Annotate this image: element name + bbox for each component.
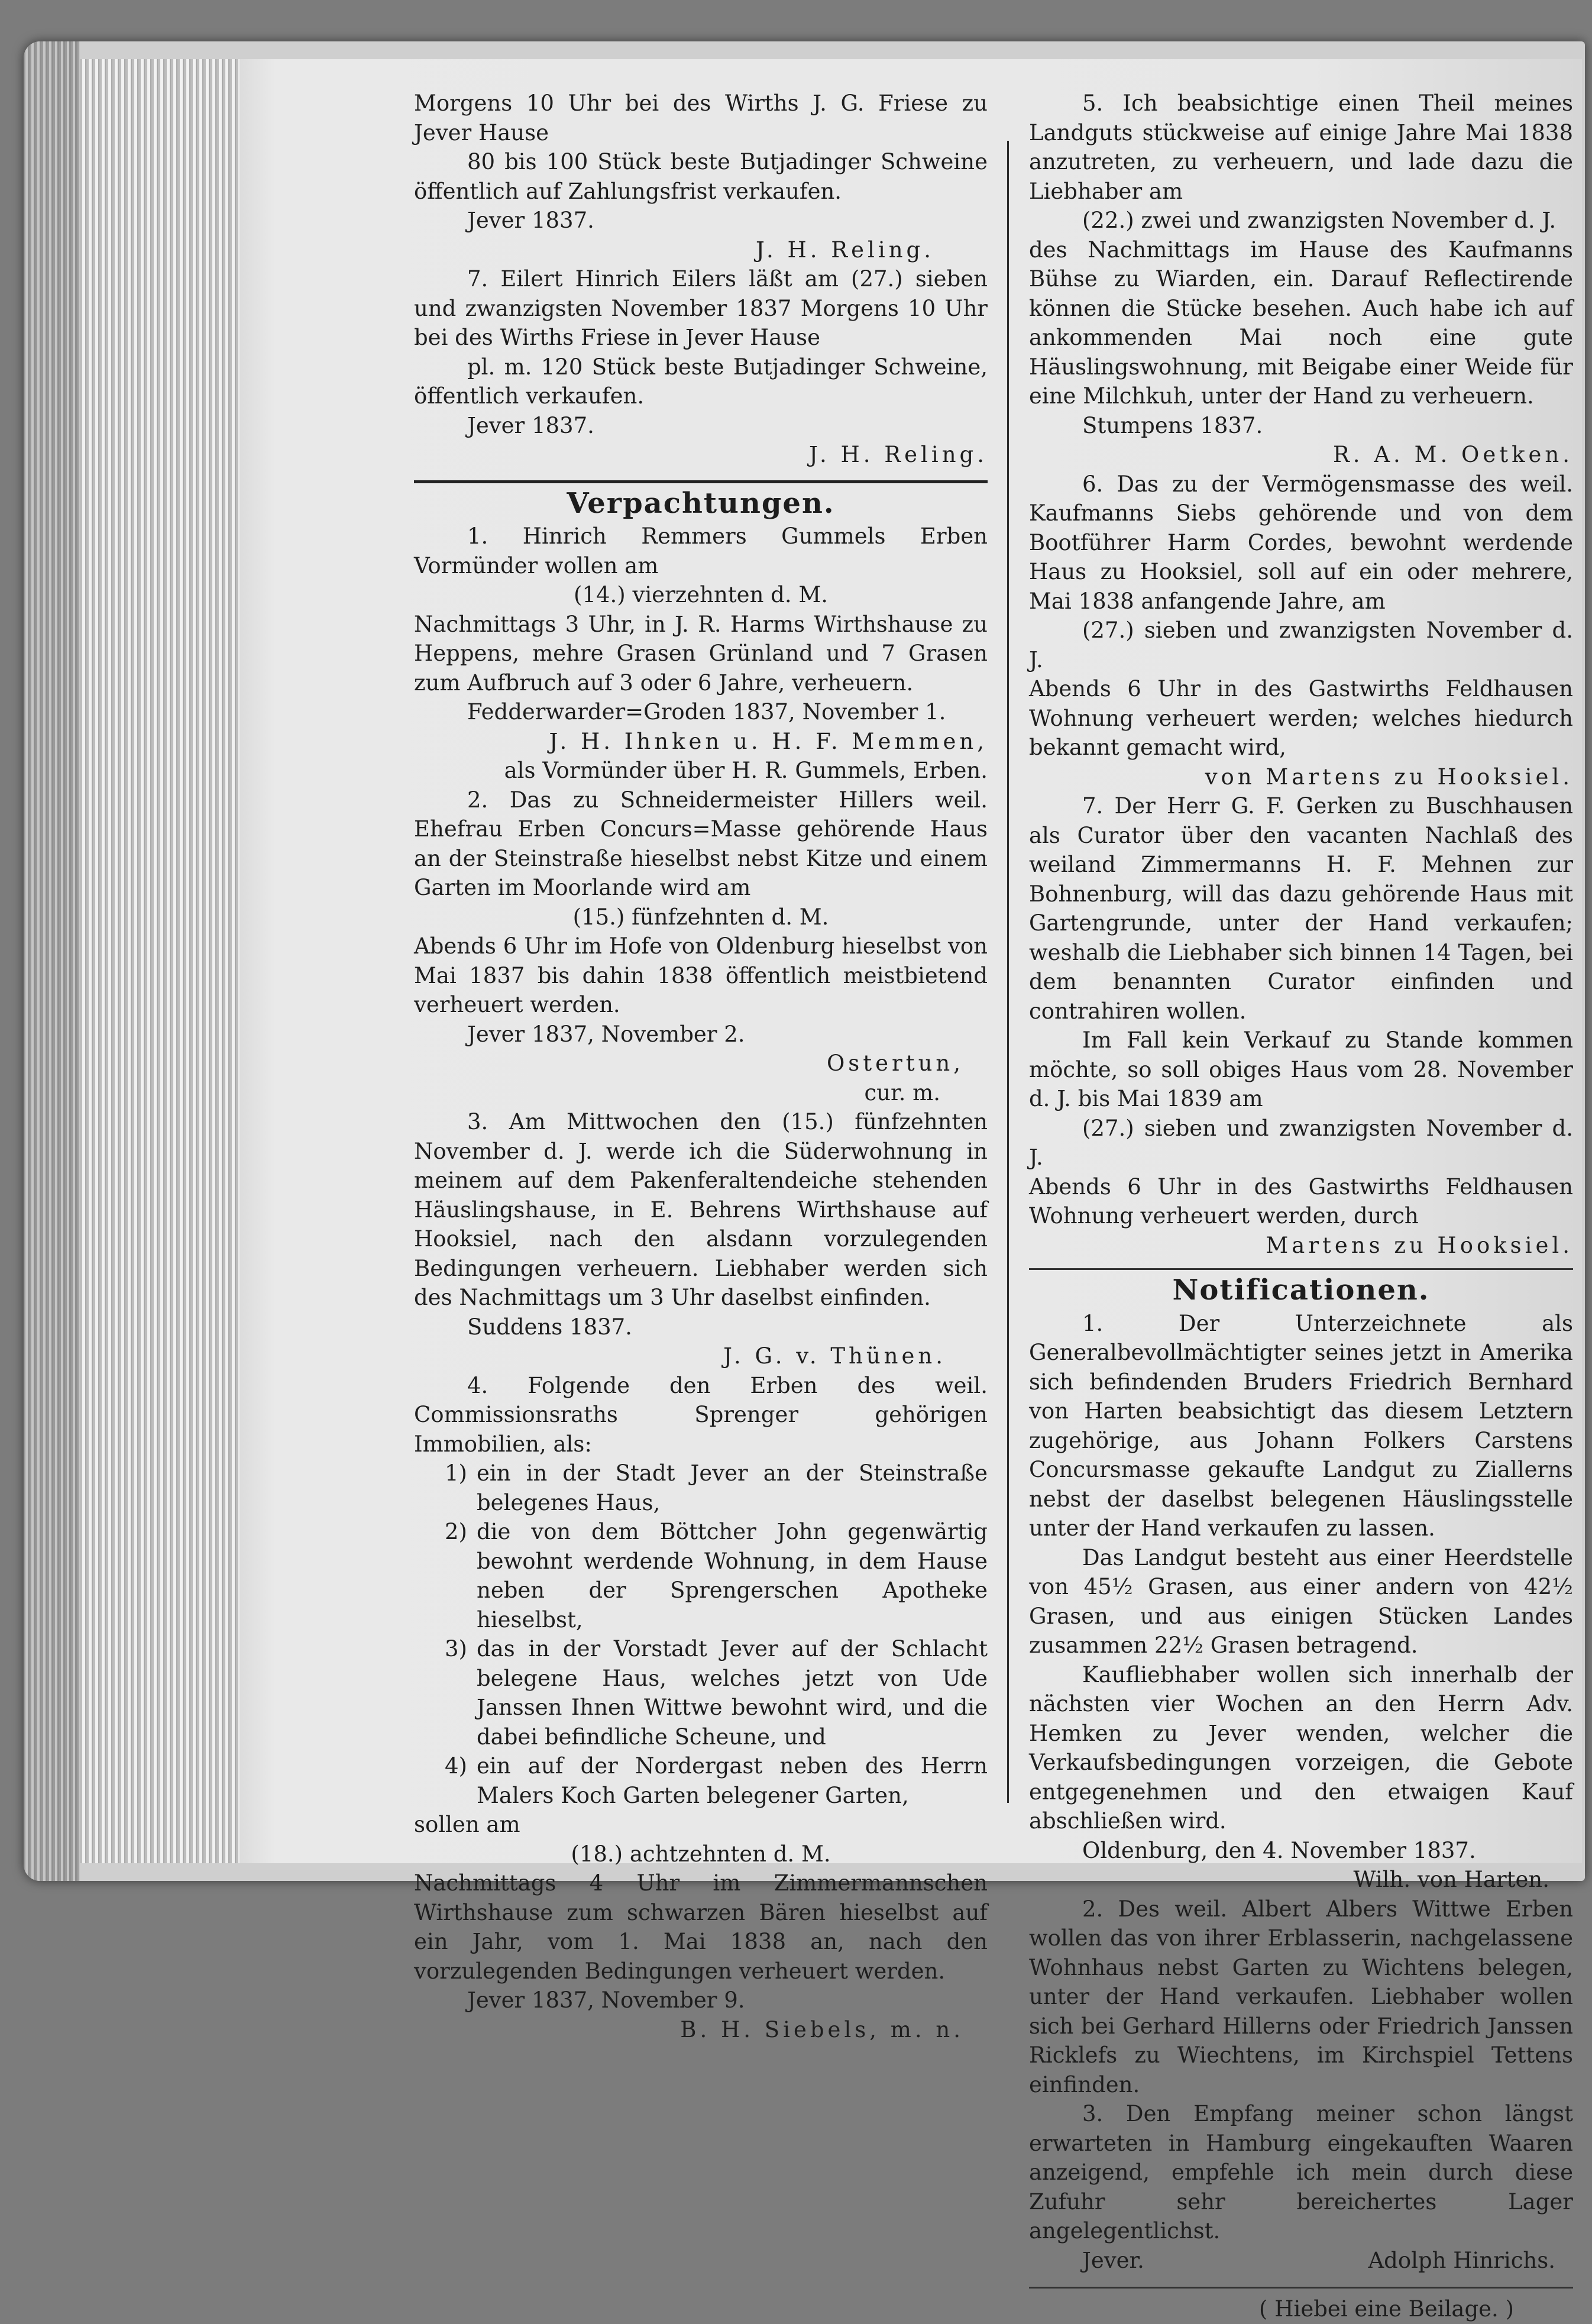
verpacht-4-sollen: sollen am [414,1812,520,1837]
notif-1-buyers: Kaufliebhaber wollen sich innerhalb der nächsten vier Wochen an den Herrn Adv. Hemken zu Jever wenden, welcher die Verkaufsbedingungen vorzeigen, die Gebote entgegenehmen und den etwaigen Kauf abschließen wird. [1029,1662,1573,1834]
verpacht-2-signature-role: cur. m. [864,1079,940,1106]
right-item-6-body: Abends 6 Uhr in des Gastwirths Feldhausen Wohnung verheuert werden; welches hiedurch bekannt gemacht wird, [1029,676,1573,760]
notif-3-signature: Adolph Hinrichs. [1368,2247,1555,2273]
verpacht-1: 1. Hinrich Remmers Gummels Erben Vormünder wollen am [414,523,988,578]
list-item: 4) ein auf der Nordergast neben des Herrn Malers Koch Garten belegener Garten, [445,1753,988,1808]
verpacht-3-signature: J. G. v. Thünen. [723,1343,946,1369]
verpacht-4-property-list [414,1459,988,1810]
verpacht-4-date: (18.) achtzehnten d. M. [571,1841,831,1867]
right-item-5-body: des Nachmittags im Hause des Kaufmanns Bühse zu Wiarden, ein. Darauf Reflectirende können die Stücke besehen. Auch habe ich auf ankommenden Mai noch eine gute Häuslingswohnung, mit Beigabe einer Weide für eine Milchkuh, unter der Hand zu verheuern. [1029,237,1573,409]
right-item-5: 5. Ich beabsichtige einen Theil meines Landguts stückweise auf einige Jahre Mai 1838 anzutreten, zu verheuern, und lade dazu die Liebhaber am [1029,90,1573,204]
left-intro-place-date-2: Jever 1837. [467,412,594,438]
supplement-note: ( Hiebei eine Beilage. ) [1259,2296,1514,2322]
section-rule [1029,1268,1573,1270]
footer-rule [1029,2287,1573,2289]
list-item: 1) ein in der Stadt Jever an der Steinstraße belegenes Haus, [445,1460,988,1515]
verpacht-2-signature: Ostertun, [826,1051,964,1076]
right-item-7-date: (27.) sieben und zwanzigsten November d. J. [1029,1115,1573,1170]
verpacht-4: 4. Folgende den Erben des weil. Commissionsraths Sprenger gehörigen Immobilien, als: [414,1372,988,1457]
notif-1: 1. Der Unterzeichnete als Generalbevollmächtigter seines jetzt in Amerika sich befindenden Bruders Friedrich Bernhard von Harten beabsichtigt das diesem Letztern zugehörige, aus Johann Folkers Carstens Concursmasse gekaufte Landgut zu Ziallerns nebst der daselbst belegenen Häuslingsstelle unter der Hand verkaufen zu lassen. [1029,1310,1573,1541]
list-item: 2) die von dem Böttcher John gegenwärtig bewohnt werdende Wohnung, in dem Hause neben der Sprengerschen Apotheke hieselbst, [445,1519,988,1633]
notif-1-signature: Wilh. von Harten. [1353,1867,1549,1892]
list-item: 3) das in der Vorstadt Jever auf der Schlacht belegene Haus, welches jetzt von Ude Janssen Ihnen Wittwe bewohnt wird, und die dabei befindliche Scheune, und [445,1636,988,1750]
column-divider [1007,141,1009,1803]
section-heading-notificationen: Notificationen. [1172,1273,1430,1307]
left-intro-1: Morgens 10 Uhr bei des Wirths J. G. Friese zu Jever Hause [414,90,988,146]
left-intro-item-7: 7. Eilert Hinrich Eilers läßt am (27.) sieben und zwanzigsten November 1837 Morgens 10 Uhr bei des Wirths Friese in Jever Hause [414,266,988,350]
right-item-6-date: (27.) sieben und zwanzigsten November d. J. [1029,618,1573,673]
notif-2: 2. Des weil. Albert Albers Wittwe Erben wollen das von ihrer Erblasserin, nachgelassene Wohnhaus nebst Garten zu Wichtens belegen, unter der Hand verkaufen. Liebhaber wollen sich bei Gerhard Hillerns oder Friedrich Janssen Ricklefs zu Wiechtens, im Kirchspiel Tettens einfinden. [1029,1896,1573,2097]
notif-3-place: Jever. [1082,2247,1144,2273]
right-item-5-signature: R. A. M. Oetken. [1332,442,1573,467]
verpacht-3: 3. Am Mittwochen den (15.) fünfzehnten November d. J. werde ich die Süderwohnung in meinem auf dem Pakenferaltendeiche stehenden Häuslingshause, in E. Behrens Wirthshause auf Hooksiel, nach den alsdann vorzulegenden Bedingungen verheuern. Liebhaber werden sich des Nachmittags um 3 Uhr daselbst einfinden. [414,1109,988,1310]
verpacht-1-date: (14.) vierzehnten d. M. [573,582,829,607]
right-item-5-place-date: Stumpens 1837. [1082,412,1263,438]
section-heading-verpachtungen: Verpachtungen. [567,486,835,520]
verpacht-2-body: Abends 6 Uhr im Hofe von Oldenburg hieselbst von Mai 1837 bis dahin 1838 öffentlich meistbietend verheuert werden. [414,933,988,1017]
right-column [1029,89,1573,2324]
verpacht-2-date: (15.) fünfzehnten d. M. [572,904,829,930]
right-item-7-signature: Martens zu Hooksiel. [1266,1232,1573,1258]
verpacht-1-place-date: Fedderwarder=Groden 1837, November 1. [467,699,946,725]
notif-1-place-date: Oldenburg, den 4. November 1837. [1082,1837,1476,1863]
notif-3-sign-row [1029,2246,1573,2275]
verpacht-1-signature-role: als Vormünder über H. R. Gummels, Erben. [504,758,988,783]
page-edges [80,59,240,1863]
right-item-5-date: (22.) zwei und zwanzigsten November d. J. [1082,208,1557,233]
verpacht-4-body: Nachmittags 4 Uhr im Zimmermannschen Wirthshause zum schwarzen Bären hieselbst auf ein Jahr, vom 1. Mai 1838 an, nach den vorzulegenden Bedingungen verheuert werden. [414,1870,988,1984]
notif-1-landgut: Das Landgut besteht aus einer Heerdstelle von 45½ Grasen, aus einer andern von 42½ Grasen, und aus einigen Stücken Landes zusammen 22½ Grasen betragend. [1029,1544,1573,1658]
verpacht-1-signature: J. H. Ihnken u. H. F. Memmen, [549,728,988,754]
right-item-7: 7. Der Herr G. F. Gerken zu Buschhausen als Curator über den vacanten Nachlaß des weiland Zimmermanns H. F. Mehnen zur Bohnenburg, will das dazu gehörende Haus mit Gartengrunde, unter der Hand verkaufen; weshalb die Liebhaber sich binnen 14 Tagen, bei dem benannten Curator einfinden und contrahiren wollen. [1029,793,1573,1024]
verpacht-2: 2. Das zu Schneidermeister Hillers weil. Ehefrau Erben Concurs=Masse gehörende Haus an der Steinstraße hieselbst nebst Kitze und einem Garten im Moorlande wird am [414,787,988,900]
left-intro-2: 80 bis 100 Stück beste Butjadinger Schweine öffentlich auf Zahlungsfrist verkaufen. [414,149,988,204]
right-item-7-fallback: Im Fall kein Verkauf zu Stande kommen möchte, so soll obiges Haus vom 28. November d. J. bis Mai 1839 am [1029,1027,1573,1111]
verpacht-2-place-date: Jever 1837, November 2. [467,1021,745,1047]
right-item-6: 6. Das zu der Vermögensmasse des weil. Kaufmanns Siebs gehörende und von dem Bootführer Harm Cordes, bewohnt werdende Haus zu Hooksiel, soll auf ein oder mehrere, Mai 1838 anfangende Jahre, am [1029,471,1573,614]
left-intro-signature: J. H. Reling. [756,237,934,263]
notif-3: 3. Den Empfang meiner schon längst erwarteten in Hamburg eingekauften Waaren anzeigend, empfehle ich mein durch diese Zufuhr sehr bereichertes Lager angelegentlichst. [1029,2101,1573,2244]
right-item-7-body: Abends 6 Uhr in des Gastwirths Feldhausen Wohnung verheuert werden, durch [1029,1174,1573,1229]
section-rule [414,480,988,483]
left-intro-item-7-goods: pl. m. 120 Stück beste Butjadinger Schweine, öffentlich verkaufen. [414,354,988,409]
left-intro-place-date: Jever 1837. [467,208,594,233]
book-spine [24,41,80,1881]
left-column [414,89,988,2044]
right-item-6-signature: von Martens zu Hooksiel. [1205,764,1573,790]
verpacht-1-body: Nachmittags 3 Uhr, in J. R. Harms Wirthshause zu Heppens, mehre Grasen Grünland und 7 Grasen zum Aufbruch auf 3 oder 6 Jahre, verheuern. [414,611,988,696]
left-intro-signature-2: J. H. Reling. [809,442,988,467]
verpacht-4-place-date: Jever 1837, November 9. [467,1987,745,2013]
verpacht-3-place-date: Suddens 1837. [467,1314,632,1340]
verpacht-4-signature: B. H. Siebels, m. n. [680,2016,964,2042]
